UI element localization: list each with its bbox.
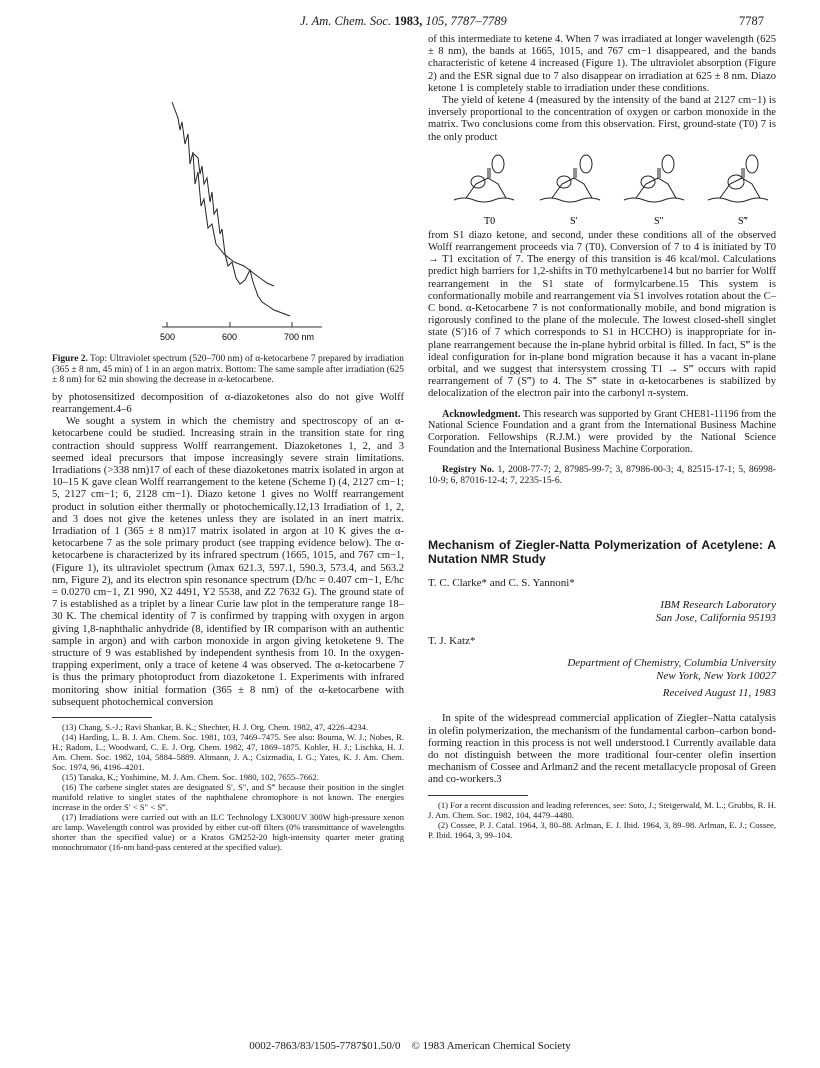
right-column bbox=[428, 34, 776, 840]
state-label: S‴ bbox=[738, 215, 748, 227]
authors: T. J. Katz* bbox=[428, 635, 476, 648]
affiliation: Department of Chemistry, Columbia University New York, New York 10027 bbox=[567, 657, 776, 683]
body-paragraph: In spite of the widespread commercial application of Ziegler–Natta catalysis in olefin polymerization, the mechanism of the fundamental carbon–carbon bond-forming reaction in this process is not well understood.1 Currently available data do not distinguish between the more traditional four-center olefin insertion mechanism of Cossee and Arlman2 and the recent metallacycle proposal of Green and co-workers.3 bbox=[428, 713, 776, 786]
tick-label: 700 nm bbox=[284, 332, 315, 342]
footnote: (16) The carbene singlet states are designated S′, S″, and S‴ because their position in the singlet manifold relative to singlet states of the naphthalene chromophore is not known. The energies increase in the order S′ < S″ < S‴. bbox=[52, 782, 404, 813]
body-paragraph: The yield of ketene 4 (measured by the intensity of the band at 2127 cm−1) is inversely proportional to the concentration of oxygen or carbon monoxide in the matrix. Two conclusions come from this observation. First, ground-state (T0) 7 is the only product bbox=[428, 95, 776, 143]
registry-numbers: Registry No. 1, 2008-77-7; 2, 87985-99-7; 3, 87986-00-3; 4, 82515-17-1; 5, 86998-10-9; 6, 87016-12-4; 7, 2235-15-6. bbox=[428, 463, 777, 486]
left-column bbox=[52, 34, 404, 852]
footnote: (17) Irradiations were carried out with an ILC Technology LX300UV 300W high-pressure xenon arc lamp. Wavelength control was provided by either cut-off filters (0% transmittance of wavelengths shorter than the specified value) or a Kratos GM252-20 high-intensity quarter meter grating monochromator (16-nm band-pass centered at the specified value). bbox=[52, 812, 404, 853]
running-header bbox=[0, 14, 820, 32]
state-label: S″ bbox=[654, 215, 664, 227]
body-paragraph: of this intermediate to ketene 4. When 7 was irradiated at longer wavelength (625 ± 8 nm), the bands at 1665, 1015, and 767 cm−1 disappeared, and the bands characteristic of ketene 4 increased (Figure 1). The ultraviolet absorption (Figure 2) and the ESR signal due to 7 also disappear on irradiation at 625 ± 8 nm. Diazo ketone 1 is completely stable to irradiation under these conditions. bbox=[428, 34, 776, 94]
body-paragraph: by photosensitized decomposition of α-diazoketones also do not give Wolff rearrangement.4–6 bbox=[52, 391, 404, 415]
page-number: 7787 bbox=[739, 14, 764, 28]
journal-citation: J. Am. Chem. Soc. 1983, 105, 7787–7789 bbox=[300, 14, 507, 28]
article-title: Mechanism of Ziegler-Natta Polymerization of Acetylene: A Nutation NMR Study bbox=[428, 537, 776, 567]
carbene-state-structures bbox=[428, 144, 776, 230]
figure-2 bbox=[52, 34, 404, 352]
state-label: S′ bbox=[570, 215, 578, 227]
footnote: (13) Chang, S.-J.; Ravi Shankar, B. K.; Shechter, H. J. Org. Chem. 1982, 47, 4226–4234. bbox=[62, 722, 369, 733]
body-paragraph: We sought a system in which the chemistry and spectroscopy of an α-ketocarbene could be studied. Increasing strain in the transition state for ring contraction should suppress Wolff rearrangement. Diazoketones 1, 2, and 3 seemed ideal precursors that impose increasingly severe strain limitations. Irradiations (>338 nm)17 of each of these diazoketones matrix isolated in argon at 10–15 K gave clean Wolff rearrangement to the ketene (Scheme I) (4, 2127 cm−1; 5, 2127 cm−1; 6, 2128 cm−1). Diazo ketone 1 gives no Wolff rearrangement product in solution either thermally or photochemically.12,13 Irradiation of 1, 2, and 3 does not give the ketenes unless they are isolated in an inert matrix. Irradiation of 1 (365 ± 8 nm)17 matrix isolated in argon at 10 K gives the α-ketocarbene 7 as the sole primary product (see trapping evidence below). The α-ketocarbene is characterized by its infrared spectrum (1665, 1015, and 767 cm−1, (Figure 1), its ultraviolet spectrum (λmax 621.3, 597.1, 590.3, 573.4, and 563.2 nm, Figure 2), and its electron spin resonance spectrum (D/hc = 0.407 cm−1, E/hc = 0.0270 cm−1, Z1 990, X2 4491, Y2 5538, and Z2 7632 G). The ground state of 7 is established as a triplet by a linear Curie law plot in the temperature range 18–30 K. The chemical identity of 7 is confirmed by trapping with oxygen in argon giving 1,8-naphthalic anhydride (8, identified by IR comparison with an authentic sample in argon) and with carbon monoxide in argon giving ketoketene 9. The structure of 9 was established by independent synthesis from 10. In the oxygen-trapping experiment, only a trace of ketene 4 was observed. The α-ketocarbene 7 is thus the primary photoproduct from diazoketone 1. Experiments with infrared monitoring show initial formation (365 ± 8 nm) of the α-ketocarbene with subsequent photochemical conversion bbox=[52, 416, 404, 708]
authors: T. C. Clarke* and C. S. Yannoni* bbox=[428, 576, 575, 589]
footnote-rule bbox=[428, 795, 528, 796]
footnote: (1) For a recent discussion and leading references, see: Soto, J.; Steigerwald, M. L.; Grubbs, R. H. J. Am. Chem. Soc. 1982, 104, 4479–4480. bbox=[428, 799, 776, 820]
state-label: T0 bbox=[484, 215, 496, 227]
uv-spectrum-plot bbox=[52, 34, 404, 352]
affiliation: IBM Research Laboratory San Jose, California 95193 bbox=[655, 599, 776, 625]
body-paragraph: from S1 diazo ketone, and second, under these conditions all of the observed Wolff rearrangement proceeds via 7 (T0). Conversion of 7 to 4 is initiated by T0 → T1 excitation of 7. The energy of this transition is 46 kcal/mol. Calculations predict high barriers for 1,2-shifts in T0 methylcarbene14 but no barrier for Wolff rearrangement in the S1 state of formylcarbene.15 This system is conformationally mobile and rearrangement via S1 involves rotation about the C–C bond. α-Ketocarbene 7 is not conformationally mobile, and bond migration is rigorously confined to the plane of the molecule. The lowest closed-shell singlet state (S′)16 of 7 which corresponds to S1 in HCCHO) is inappropriate for in-plane rearrangement because the in-plane hybrid orbital is filled. In fact, S‴ is the ideal configuration for in-plane bond migration because it has a vacant in-plane orbital, and we suggest that intersystem crossing T1 → S‴ occurs with rapid rearrangement of 7 (S‴) to 4. The S‴ state in α-ketocarbenes is stabilized by delocalization of the electron pair into the carbonyl π-system. bbox=[428, 229, 776, 400]
page-footer: 0002-7863/83/1505-7787$01.50/0 © 1983 American Chemical Society bbox=[249, 1040, 571, 1052]
footnote: (2) Cossee, P. J. Catal. 1964, 3, 80–88. Arlman, E. J. Ibid. 1964, 3, 89–98. Arlman, E. J.; Cossee, P. Ibid. 1964, 3, 99–104. bbox=[428, 819, 776, 840]
tick-label: 500 bbox=[160, 332, 176, 342]
footnote-rule bbox=[52, 717, 152, 718]
footnote: (14) Harding, L. B. J. Am. Chem. Soc. 1981, 103, 7469–7475. See also: Bouma, W. J.; Nobes, R. H.; Radom, L.; Woodward, C. E. J. Org. Chem. 1982, 47, 1869–1875. Kohler, H. J.; Lischka, H. J. Am. Chem. Soc. 1982, 104, 5884–5889. Altmann, J. A.; Csizmadia, I. G.; Yates, K. J. Am. Chem. Soc. 1974, 96, 4196–4201. bbox=[52, 732, 404, 773]
received-date: Received August 11, 1983 bbox=[662, 687, 776, 700]
footnote: (15) Tanaka, K.; Yoshimine, M. J. Am. Chem. Soc. 1980, 102, 7655–7662. bbox=[62, 772, 319, 783]
acknowledgment: Acknowledgment. This research was supported by Grant CHE81-11196 from the National Science Foundation and a grant from the International Business Machine Corporation. Fellowships (R.J.M.) were provided by the National Science Foundation and the International Business Machine Corporation. bbox=[428, 408, 776, 456]
tick-label: 600 bbox=[222, 332, 238, 342]
figure-caption: Figure 2. Top: Ultraviolet spectrum (520–700 nm) of α-ketocarbene 7 prepared by irradiation (365 ± 8 nm, 45 min) of 1 in an argon matrix. Bottom: The same sample after irradiation (625 ± 8 nm) for 62 min showing the decrease in α-ketocarbene. bbox=[52, 354, 404, 386]
